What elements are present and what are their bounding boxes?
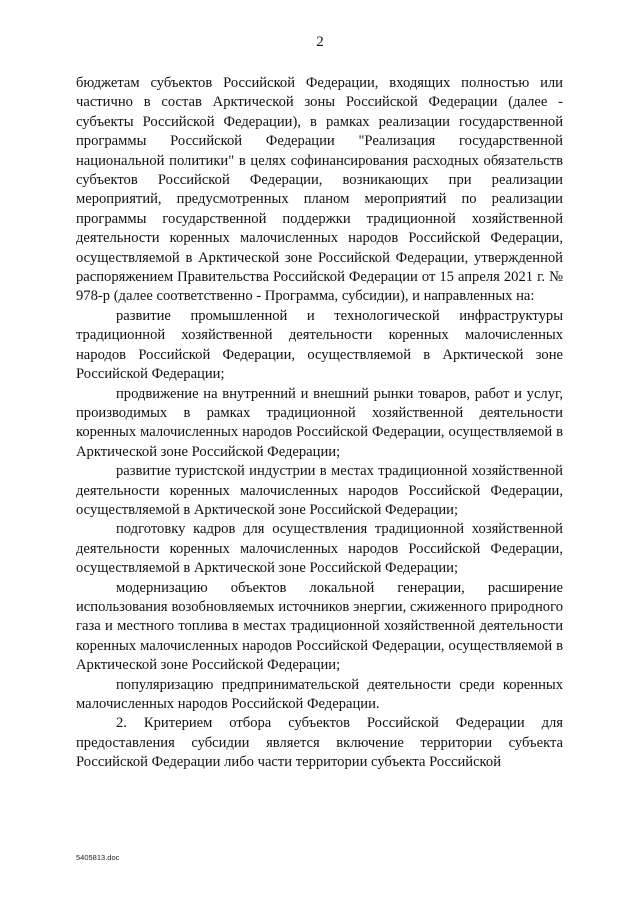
document-body bbox=[76, 74, 563, 773]
paragraph-item: модернизацию объектов локальной генерации, расширение использования возобновляемых источников энергии, сжиженного природного газа и местного топлива в местах традиционной хозяйственной деятельности коренных малочисленных народов Российской Федерации, осуществляемой в Арктической зоне Российской Федерации; bbox=[76, 579, 563, 674]
paragraph-item: подготовку кадров для осуществления традиционной хозяйственной деятельности коренных малочисленных народов Российской Федерации, осуществляемой в Арктической зоне Российской Федерации; bbox=[76, 521, 563, 577]
paragraph-item: популяризацию предпринимательской деятельности среди коренных малочисленных народов Российской Федерации. bbox=[76, 676, 563, 712]
paragraph-clause-2: 2. Критерием отбора субъектов Российской Федерации для предоставления субсидии является включение территории субъекта Российской Федерации либо части территории субъекта Российской bbox=[76, 715, 563, 771]
paragraph-continuation: бюджетам субъектов Российской Федерации, входящих полностью или частично в состав Арктической зоны Российской Федерации (далее - субъекты Российской Федерации), в рамках реализации государственной программы Российской Федерации "Реализация государственной национальной политики" в целях софинансирования расходных обязательств субъектов Российской Федерации, возникающих при реализации мероприятий, предусмотренных планом мероприятий по реализации программы государственной поддержки традиционной хозяйственной деятельности коренных малочисленных народов Российской Федерации, осуществляемой в Арктической зоне Российской Федерации, утвержденной распоряжением Правительства Российской Федерации от 15 апреля 2021 г. № 978-р (далее соответственно - Программа, субсидии), и направленных на: bbox=[76, 75, 563, 305]
paragraph-item: развитие туристской индустрии в местах традиционной хозяйственной деятельности коренных малочисленных народов Российской Федерации, осуществляемой в Арктической зоне Российской Федерации; bbox=[76, 463, 563, 518]
paragraph-item: развитие промышленной и технологической инфраструктуры традиционной хозяйственной деятельности коренных малочисленных народов Российской Федерации, осуществляемой в Арктической зоне Российской Федерации; bbox=[76, 307, 563, 383]
paragraph-item: продвижение на внутренний и внешний рынки товаров, работ и услуг, производимых в рамках традиционной хозяйственной деятельности коренных малочисленных народов Российской Федерации, осуществляемой в Арктической зоне Российской Федерации; bbox=[76, 385, 563, 460]
footer-filename: 5405813.doc bbox=[76, 853, 120, 862]
page-number: 2 bbox=[316, 34, 324, 50]
